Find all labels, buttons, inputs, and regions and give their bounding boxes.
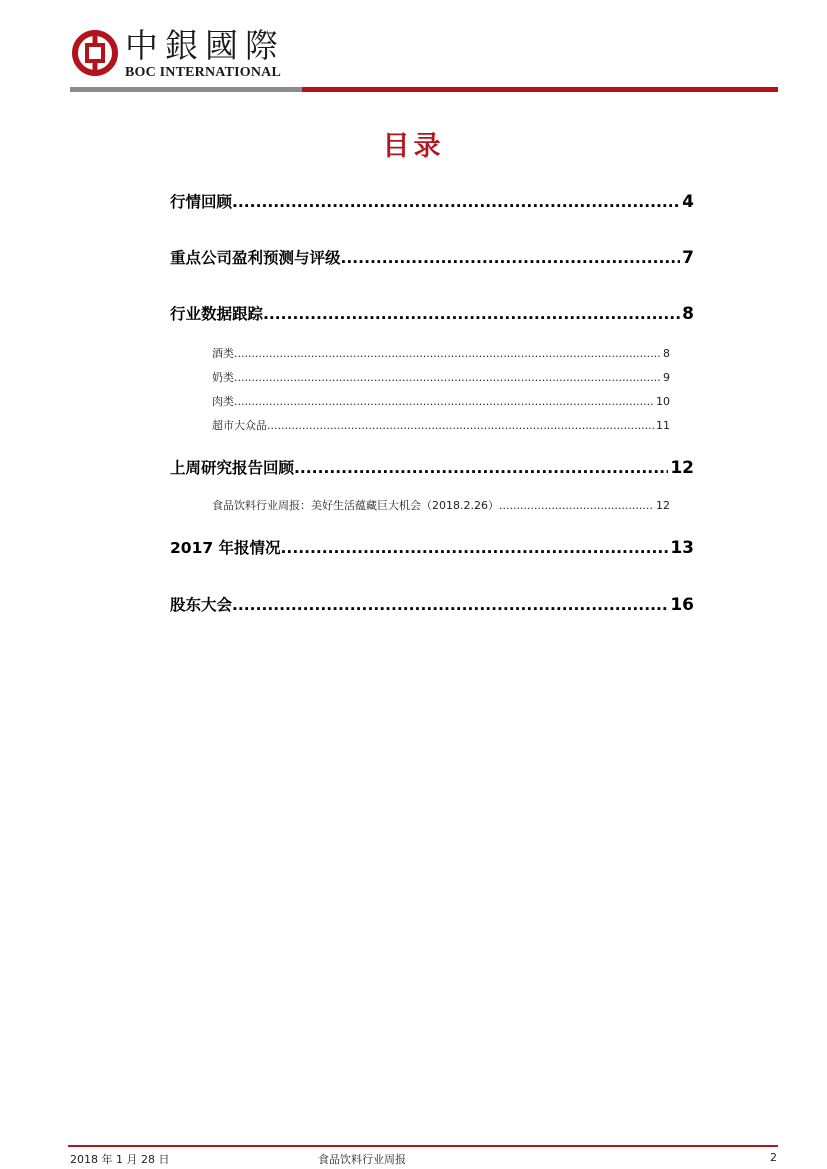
toc-entry[interactable]	[170, 302, 694, 324]
toc-subentry-page: 10	[656, 395, 670, 408]
toc-entry[interactable]	[170, 456, 694, 478]
header-divider-grey	[70, 87, 302, 92]
toc-subentry[interactable]	[212, 497, 670, 513]
toc-entry-page: 7	[682, 248, 694, 268]
toc-subentry[interactable]	[212, 369, 670, 385]
toc-entry-label: 重点公司盈利预测与评级	[170, 249, 341, 267]
toc-subentry[interactable]	[212, 393, 670, 409]
dot-leader	[234, 347, 661, 360]
toc-subentry-page: 12	[656, 499, 670, 512]
toc-subentry[interactable]	[212, 417, 670, 433]
dot-leader	[341, 249, 681, 267]
boc-logo-icon	[72, 30, 118, 76]
toc-entry-label: 行业数据跟踪	[170, 305, 264, 323]
header-divider-red	[302, 87, 778, 92]
toc-entry[interactable]	[170, 190, 694, 212]
dot-leader	[234, 395, 654, 408]
toc-entry-label: 上周研究报告回顾	[170, 459, 295, 477]
dot-leader	[232, 193, 680, 211]
dot-leader	[263, 305, 680, 323]
footer-page-number: 2	[770, 1151, 777, 1164]
toc-entry[interactable]	[170, 246, 694, 268]
footer-divider	[68, 1145, 778, 1147]
toc-entry-label: 行情回顾	[170, 193, 233, 211]
dot-leader	[232, 596, 668, 614]
toc-entry[interactable]	[170, 536, 694, 558]
toc-subentry-label: 酒类	[212, 347, 234, 360]
toc-entry-page: 12	[670, 458, 694, 478]
toc-subentry-label: 肉类	[212, 395, 234, 408]
toc-entry-page: 8	[682, 304, 694, 324]
dot-leader	[294, 459, 668, 477]
toc-subentry-page: 9	[663, 371, 670, 384]
footer-report-name: 食品饮料行业周报	[318, 1153, 406, 1166]
toc-subentry-label: 超市大众品	[212, 419, 267, 432]
dot-leader	[234, 371, 661, 384]
toc-entry[interactable]	[170, 593, 694, 615]
toc-subentry-label: 食品饮料行业周报：美好生活蕴藏巨大机会（2018.2.26）	[212, 499, 499, 512]
toc-title: 目录	[382, 131, 445, 162]
footer-date: 2018 年 1 月 28 日	[70, 1153, 170, 1166]
toc-entry-page: 4	[682, 192, 694, 212]
toc-subentry-page: 11	[656, 419, 670, 432]
toc-subentry-page: 8	[663, 347, 670, 360]
toc-entry-page: 16	[670, 595, 694, 615]
toc-entry-label: 2017 年报情况	[170, 539, 281, 557]
toc-subentry[interactable]	[212, 345, 670, 361]
toc-entry-label: 股东大会	[170, 596, 233, 614]
dot-leader	[267, 419, 654, 432]
dot-leader	[499, 499, 654, 512]
brand-english-name: BOC INTERNATIONAL	[125, 65, 281, 80]
brand-chinese-name: 中銀國際	[125, 26, 285, 65]
toc-entry-page: 13	[670, 538, 694, 558]
dot-leader	[281, 539, 669, 557]
toc-subentry-label: 奶类	[212, 371, 234, 384]
